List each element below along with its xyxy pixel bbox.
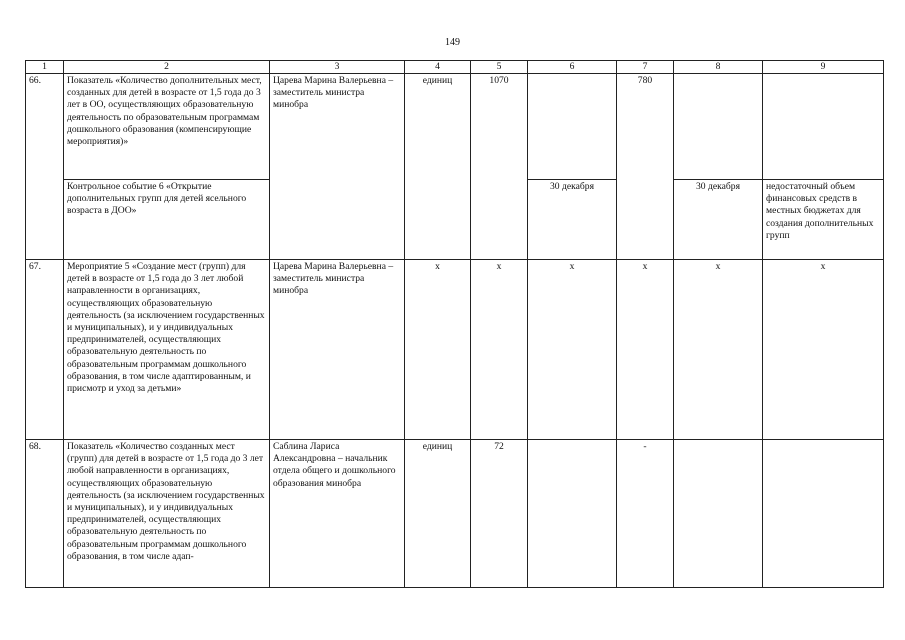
row-col8: [674, 74, 763, 180]
row-col8: [674, 440, 763, 588]
row-description: Показатель «Количество созданных мест (групп) для детей в возрасте от 1,5 года до 3 лет любой направленности в организациях, осуществляющих образовательную деятельность (за исключением государственных и муниципальных), и у индивидуальных предпринимателей, осуществляющих образовательную деятельность по образовательным программам дошкольного образования, в том числе адап-: [64, 440, 270, 588]
table-row: [26, 260, 884, 440]
row-col7: -: [617, 440, 674, 588]
row-col5: 72: [471, 440, 528, 588]
row-unit: x: [405, 260, 471, 440]
col-header: 6: [528, 61, 617, 74]
col-header: 2: [64, 61, 270, 74]
col-header: 1: [26, 61, 64, 74]
row-col9: недостаточный объем финансовых средств в местных бюджетах для создания дополнительных групп: [763, 180, 884, 260]
row-col9: [763, 74, 884, 180]
plan-table: [25, 60, 884, 588]
row-col6: x: [528, 260, 617, 440]
row-col8: 30 декабря: [674, 180, 763, 260]
row-col7: 780: [617, 74, 674, 260]
row-col6: [528, 74, 617, 180]
row-col6: 30 декабря: [528, 180, 617, 260]
row-description: Контрольное событие 6 «Открытие дополнительных групп для детей ясельного возраста в ДОО»: [64, 180, 270, 260]
table-row: [26, 74, 884, 180]
col-header: 4: [405, 61, 471, 74]
row-responsible: Царева Марина Валерьевна – заместитель министра минобра: [270, 74, 405, 260]
row-number: 66.: [26, 74, 64, 260]
row-col8: x: [674, 260, 763, 440]
page-number: 149: [445, 37, 460, 48]
row-col9: [763, 440, 884, 588]
row-responsible: Царева Марина Валерьевна – заместитель министра минобра: [270, 260, 405, 440]
col-header: 5: [471, 61, 528, 74]
col-header: 9: [763, 61, 884, 74]
row-description: Мероприятие 5 «Создание мест (групп) для детей в возрасте от 1,5 года до 3 лет любой направленности в организациях, осуществляющих образовательную деятельность (за исключением государственных и муниципальных), и у индивидуальных предпринимателей, осуществляющих образовательную деятельность по образовательным программам дошкольного образования, в том числе адаптированным, и присмотр и уход за детьми»: [64, 260, 270, 440]
row-number: 68.: [26, 440, 64, 588]
table-row: [26, 440, 884, 588]
header-row: [26, 61, 884, 74]
row-unit: единиц: [405, 440, 471, 588]
col-header: 3: [270, 61, 405, 74]
row-number: 67.: [26, 260, 64, 440]
row-responsible: Саблина Лариса Александровна – начальник отдела общего и дошкольного образования минобра: [270, 440, 405, 588]
row-col6: [528, 440, 617, 588]
row-col9: x: [763, 260, 884, 440]
row-description: Показатель «Количество дополнительных мест, созданных для детей в возрасте от 1,5 года до 3 лет в ОО, осуществляющих образовательную деятельность по образовательным программам дошкольного образования (компенсирующие мероприятия)»: [64, 74, 270, 180]
row-col5: x: [471, 260, 528, 440]
row-unit: единиц: [405, 74, 471, 260]
col-header: 7: [617, 61, 674, 74]
col-header: 8: [674, 61, 763, 74]
row-col5: 1070: [471, 74, 528, 260]
row-col7: x: [617, 260, 674, 440]
